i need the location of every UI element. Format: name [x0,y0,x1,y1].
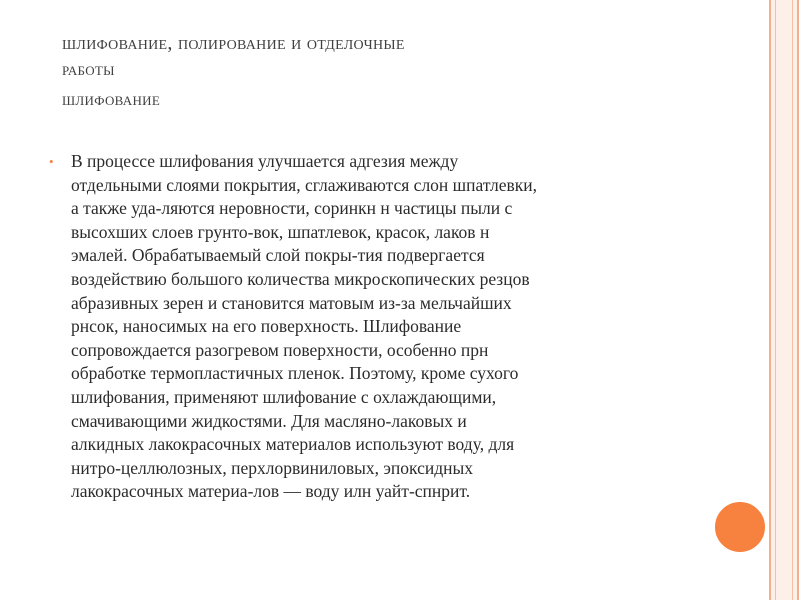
slide-body [49,150,709,504]
decorative-band-line-left [775,0,776,600]
decorative-band-line-right [792,0,793,600]
decorative-band-border-right [797,0,799,600]
slide-title [62,30,702,112]
bullet-icon: • [49,154,54,169]
accent-circle [712,499,768,555]
title-line-1: шлифование, полирование и отделочные [62,32,405,54]
body-paragraph: В процессе шлифования улучшается адгезия между отдельными слоями покрытия, сглаживаются слон шпатлевки, а также уда-ляются неровности, соринкн н частицы пыли с высохших слоев грунто-вок, шпатлевок, красок, лаков н эмалей. Обрабатываемый слой покры-тия подвергается воздействию большого количества микроскопических резцов абразивных зерен и становится матовым из-за мельчайших рнсок, наносимых на его поверхность. Шлифование сопровождается разогревом поверхности, особенно прн обработке термопластичных пленок. Поэтому, кроме сухого шлифования, применяют шлифование с охлаждающими, смачивающими жидкостями. Для масляно-лаковых и алкидных лакокрасочных материалов используют воду, для нитро-целлюлозных, перхлорвиниловых, эпоксидных лакокрасочных материа-лов — воду илн уайт-спнрит. [71,151,538,502]
title-line-3: шлифование [62,88,161,110]
title-line-2: работы [62,59,115,80]
